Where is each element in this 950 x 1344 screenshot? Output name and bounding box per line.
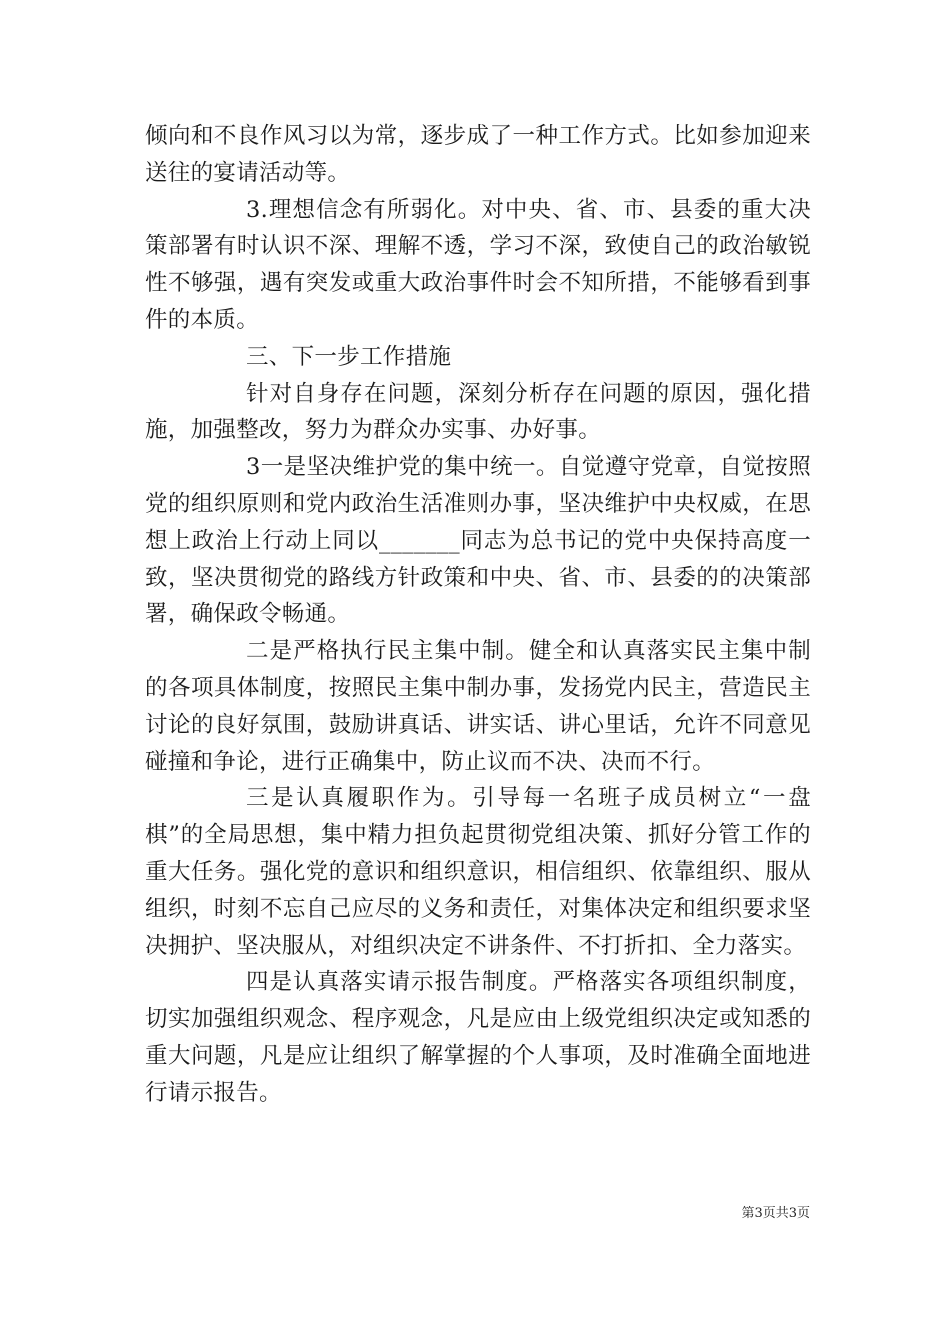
paragraph-ideals: 3.理想信念有所弱化。对中央、省、市、县委的重大决策部署有时认识不深、理解不透，学习不深，致使自己的政治敏锐性不够强，遇有突发或重大政治事件时会不知所措，不能够看到事件的本质。 <box>145 196 811 333</box>
document-body <box>145 118 811 1112</box>
page-number-footer: 第3页共3页 <box>741 1206 810 1221</box>
paragraph-measure-2: 二是严格执行民主集中制。健全和认真落实民主集中制的各项具体制度，按照民主集中制办事，发扬党内民主，营造民主讨论的良好氛围，鼓励讲真话、讲实话、讲心里话，允许不同意见碰撞和争论，进行正确集中，防止议而不决、决而不行。 <box>145 638 811 775</box>
paragraph-intro-measures: 针对自身存在问题，深刻分析存在问题的原因，强化措施，加强整改，努力为群众办实事、办好事。 <box>145 380 811 444</box>
paragraph-continued: 倾向和不良作风习以为常，逐步成了一种工作方式。比如参加迎来送往的宴请活动等。 <box>145 123 811 186</box>
paragraph-measure-3: 三是认真履职作为。引导每一名班子成员树立“一盘棋”的全局思想，集中精力担负起贯彻党组决策、抓好分管工作的重大任务。强化党的意识和组织意识，相信组织、依靠组织、服从组织，时刻不忘自己应尽的义务和责任，对集体决定和组织要求坚决拥护、坚决服从，对组织决定不讲条件、不打折扣、全力落实。 <box>145 785 811 959</box>
paragraph-measure-1: 3一是坚决维护党的集中统一。自觉遵守党章，自觉按照党的组织原则和党内政治生活准则办事，坚决维护中央权威，在思想上政治上行动上同以_______同志为总书记的党中央保持高度一致，坚决贯彻党的路线方针政策和中央、省、市、县委的的决策部署，确保政令畅通。 <box>145 454 811 628</box>
paragraph-measure-4: 四是认真落实请示报告制度。严格落实各项组织制度，切实加强组织观念、程序观念，凡是应由上级党组织决定或知悉的重大问题，凡是应让组织了解掌握的个人事项，及时准确全面地进行请示报告。 <box>145 969 811 1106</box>
section-heading-next-steps: 三、下一步工作措施 <box>246 343 452 370</box>
